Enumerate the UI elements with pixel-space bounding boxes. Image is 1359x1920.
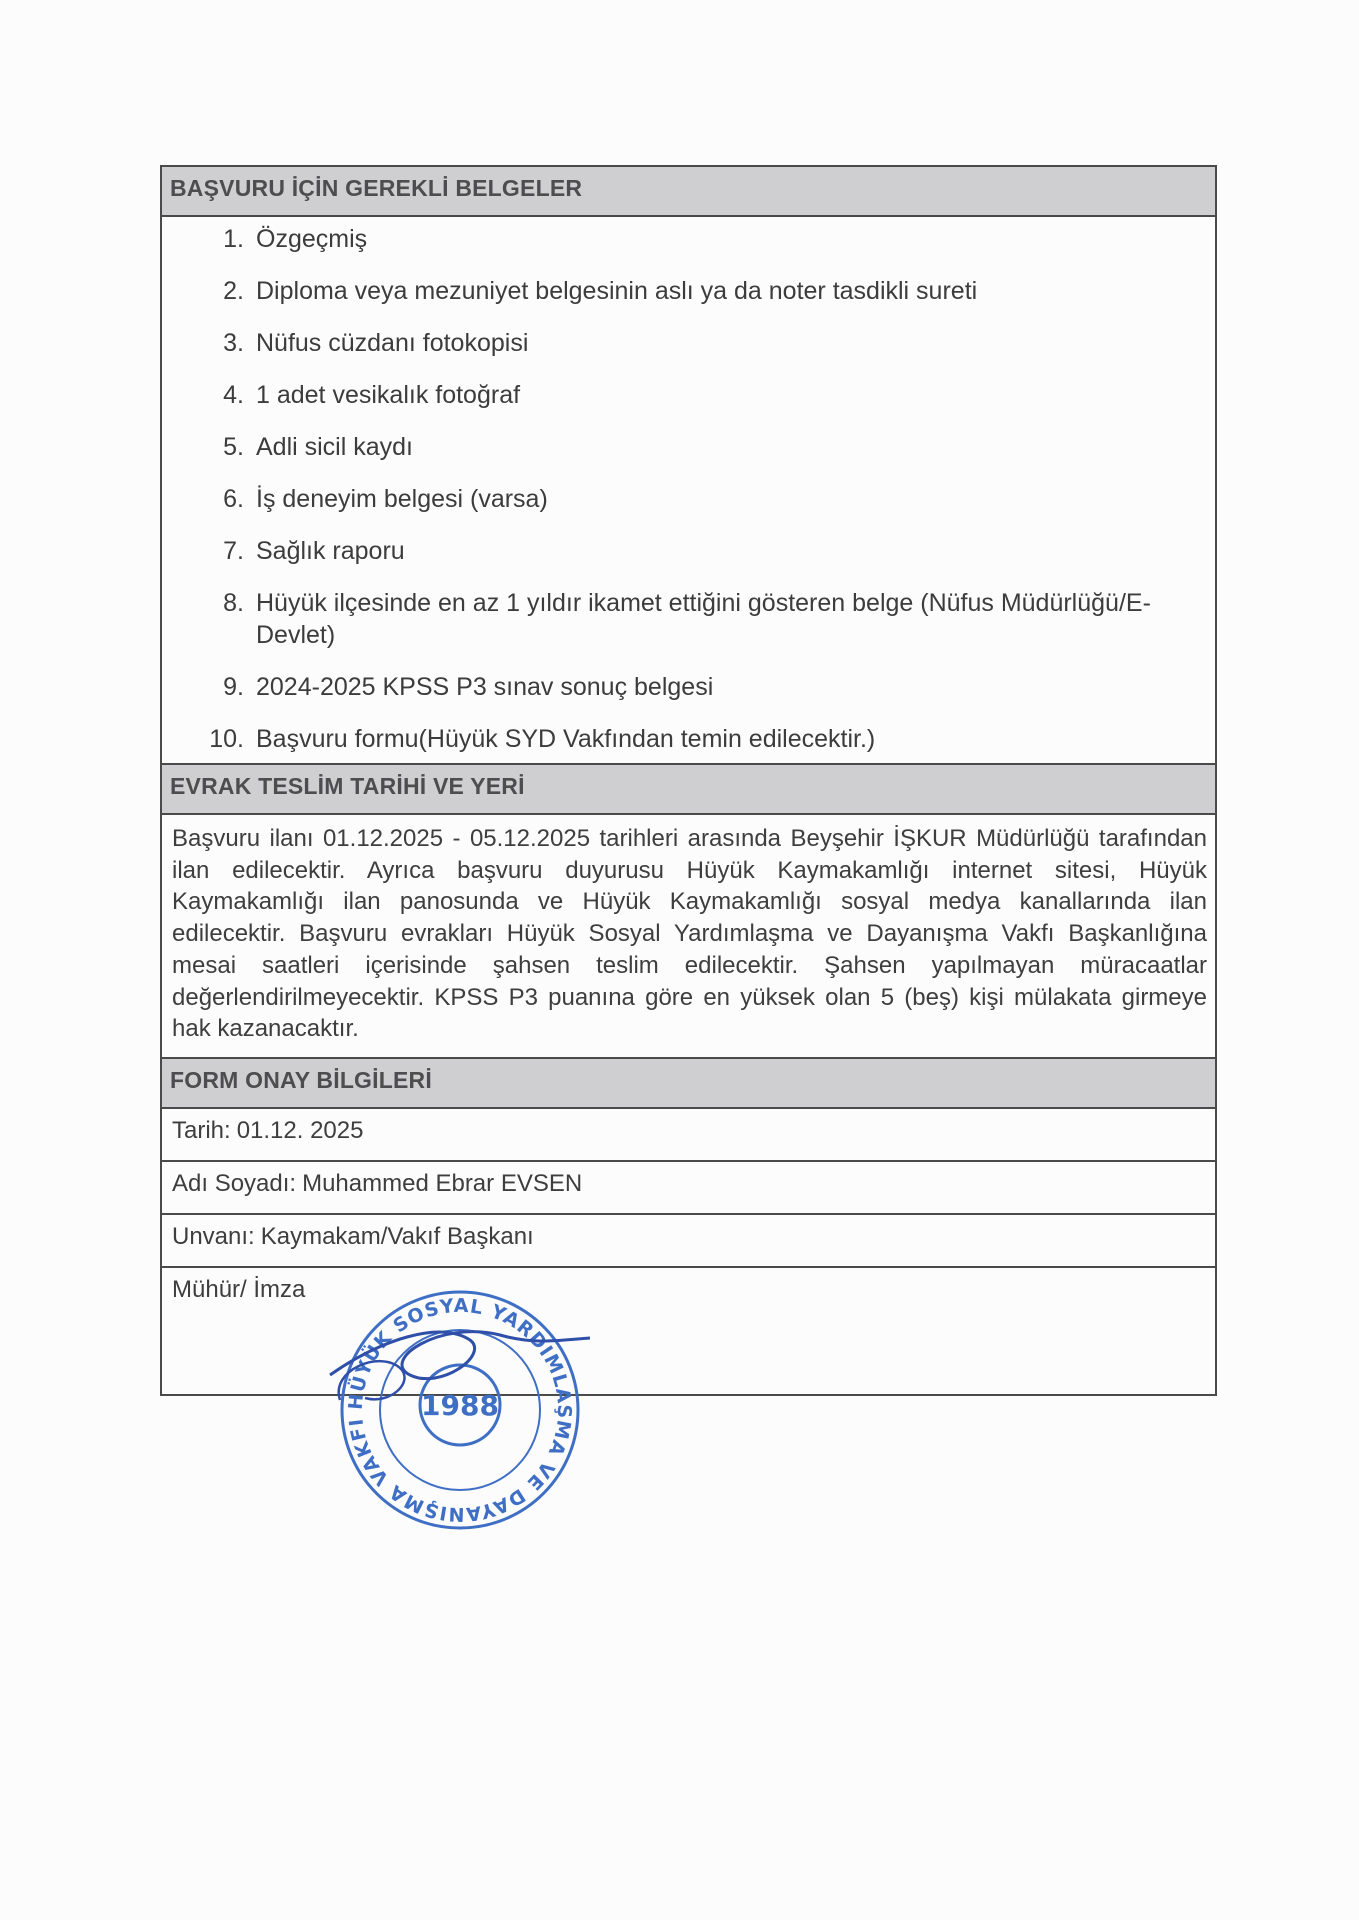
seal-signature-row — [160, 1268, 1217, 1396]
application-form-sheet — [160, 165, 1217, 1396]
name-row — [160, 1162, 1217, 1215]
list-item: 10. Başvuru formu(Hüyük SYD Vakfından temin edilecektir.) — [209, 725, 876, 753]
list-item: 6. İş deneyim belgesi (varsa) — [223, 485, 548, 513]
list-item: 8. Hüyük ilçesinde en az 1 yıldır ikamet ettiğini gösteren belge (Nüfus Müdürlüğü/E-Devlet) — [223, 589, 1151, 649]
title-row — [160, 1215, 1217, 1268]
name-value: Muhammed Ebrar EVSEN — [302, 1169, 583, 1197]
title-value: Kaymakam/Vakıf Başkanı — [260, 1222, 534, 1250]
delivery-text: Başvuru ilanı 01.12.2025 - 05.12.2025 tarihleri arasında Beyşehir İŞKUR Müdürlüğü tarafından ilan edilecektir. Ayrıca başvuru duyurusu Hüyük Kaymakamlığı internet sitesi, Hüyük Kaymakamlığı ilan panosunda ve Hüyük Kaymakamlığı sosyal medya kanallarında ilan edilecektir. Başvuru evrakları Hüyük Sosyal Yardımlaşma ve Dayanışma Vakfı Başkanlığına mesai saatleri içerisinde şahsen teslim edilecektir. Şahsen yapılmayan müracaatlar değerlendirilmeyecektir. KPSS P3 puanına göre en yüksek olan 5 (beş) kişi mülakata girmeye hak kazanacaktır. — [160, 815, 1217, 1057]
seal-year: 1988 — [421, 1389, 499, 1422]
list-item: 4. 1 adet vesikalık fotoğraf — [223, 381, 521, 409]
delivery-header: EVRAK TESLİM TARİHİ VE YERİ — [160, 763, 1217, 815]
list-item: 1. Özgeçmiş — [223, 225, 368, 253]
form-approval-header: FORM ONAY BİLGİLERİ — [160, 1057, 1217, 1109]
list-item: 9. 2024-2025 KPSS P3 sınav sonuç belgesi — [223, 673, 714, 701]
name-label: Adı Soyadı: — [172, 1169, 297, 1197]
list-item: 5. Adli sicil kaydı — [223, 433, 413, 461]
date-row — [160, 1109, 1217, 1162]
list-item: 3. Nüfus cüzdanı fotokopisi — [223, 329, 529, 357]
seal-ring-text: HÜYÜK SOSYAL YARDIMLAŞMA VE DAYANIŞMA VAKFI — [344, 1294, 576, 1526]
list-item: 7. Sağlık raporu — [223, 537, 405, 565]
required-documents-list — [162, 217, 1215, 763]
date-value: 01.12. 2025 — [236, 1116, 364, 1144]
required-documents-header: BAŞVURU İÇİN GEREKLİ BELGELER — [160, 165, 1217, 217]
title-label: Unvanı: — [172, 1222, 255, 1250]
date-label: Tarih: — [172, 1116, 231, 1144]
list-item: 2. Diploma veya mezuniyet belgesinin aslı ya da noter tasdikli sureti — [223, 277, 978, 305]
required-documents-body — [160, 217, 1217, 763]
official-seal-icon — [320, 1280, 600, 1540]
seal-label: Mühür/ İmza — [172, 1275, 306, 1303]
